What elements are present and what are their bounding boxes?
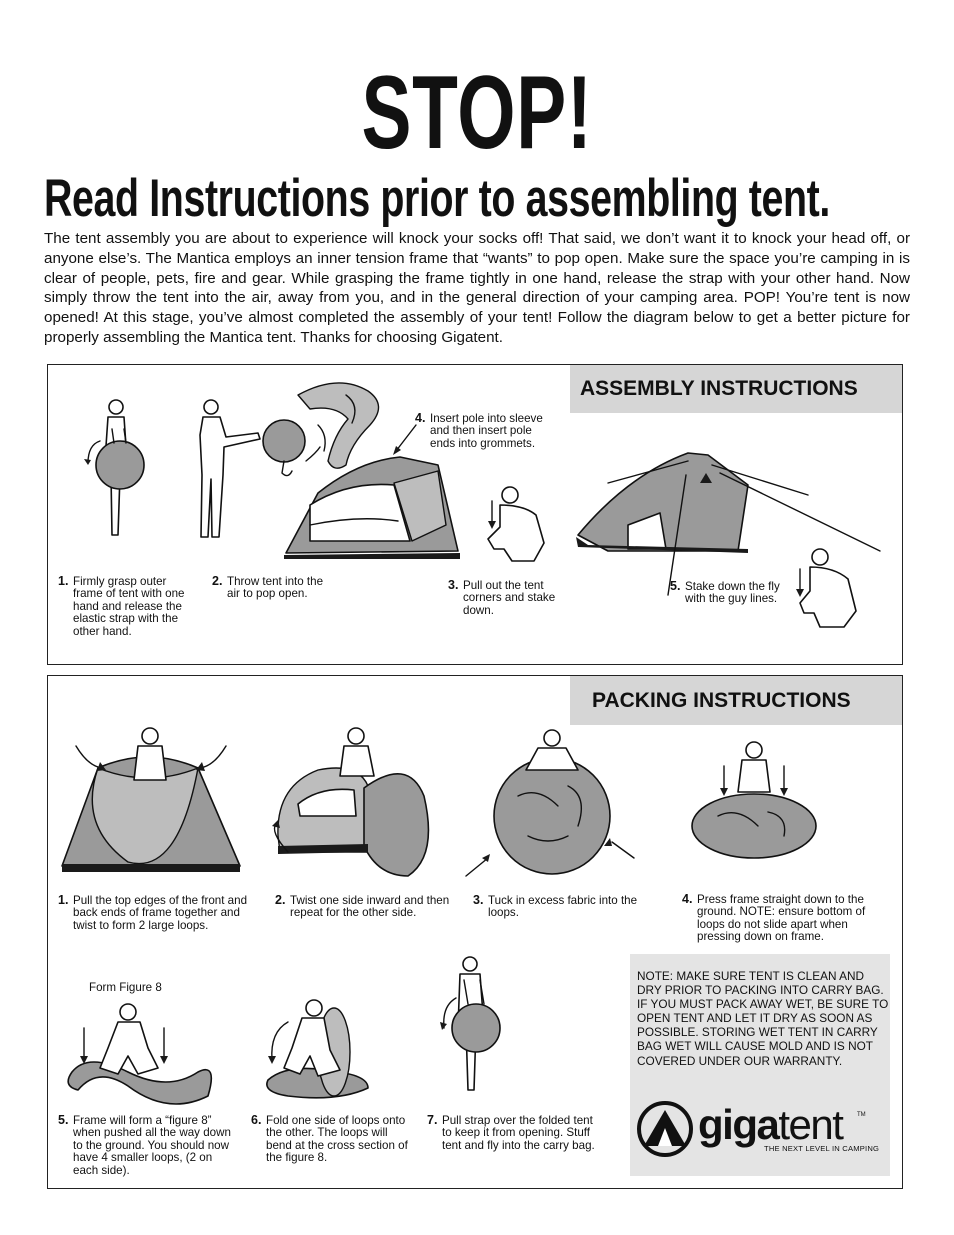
person-holding-tent-illustration	[84, 400, 144, 535]
arrow-icon	[396, 425, 416, 451]
fold-loops-illustration	[267, 1000, 368, 1098]
intro-paragraph: The tent assembly you are about to experience will knock your socks off! That said, we don’t want it to knock your head off, or anyone else’s. The Mantica employs an inner tension frame that “wants” to pop open. Make sure the space you’re camping in is clear of people, pets, fire and gear. While grasping the frame tightly in one hand, release the strap with your other hand. Now simply throw the tent into the air, away from you, and in the general direction of your camping area. POP! You’re tent is now opened! At this stage, you’ve almost completed the assembly of your tent! Follow the diagram below to get a better picture for properly assembling the Mantica tent. Thanks for choosing Gigatent.	[44, 230, 910, 346]
assembly-title: ASSEMBLY INSTRUCTIONS	[570, 365, 902, 413]
person-kneeling-staking-illustration	[488, 487, 544, 561]
strap-folded-tent-illustration	[440, 957, 500, 1090]
assembly-step-2: 2. Throw tent into the air to pop open.	[212, 574, 324, 601]
page-title: STOP!	[361, 55, 593, 171]
gigatent-logo	[636, 1100, 880, 1160]
assembly-step-3: 3. Pull out the tent corners and stake down.	[448, 578, 556, 617]
tent-loops-illustration	[62, 728, 240, 872]
assembly-panel	[47, 364, 903, 665]
packing-step-3: 3. Tuck in excess fabric into the loops.	[473, 893, 638, 920]
assembly-step-4: 4. Insert pole into sleeve and then insert pole ends into grommets.	[415, 411, 543, 450]
assembly-step-5: 5. Stake down the fly with the guy lines.	[670, 579, 780, 606]
tent-tuck-illustration	[466, 730, 634, 876]
page-subtitle: Read Instructions prior to assembling tent.	[44, 169, 830, 228]
figure-8-label: Form Figure 8	[89, 981, 162, 994]
packing-step-2: 2. Twist one side inward and then repeat for the other side.	[275, 893, 450, 920]
assembly-step-1: 1. Firmly grasp outer frame of tent with one hand and release the elastic strap with the other hand.	[58, 574, 185, 638]
person-staking-fly-illustration	[796, 549, 856, 627]
logo-trademark: TM	[857, 1112, 866, 1118]
tent-twist-illustration	[272, 728, 428, 876]
logo-wordmark: gigatent	[698, 1101, 843, 1148]
packing-step-6: 6. Fold one side of loops onto the other. The loops will bend at the cross section of the figure 8.	[251, 1113, 408, 1165]
warranty-note-text: NOTE: MAKE SURE TENT IS CLEAN AND DRY PRIOR TO PACKING INTO CARRY BAG. IF YOU MUST PACK AWAY WET, BE SURE TO OPEN TENT AND LET IT DRY AS SOON AS POSSIBLE. STORING WET TENT IN CARRY BAG WET WILL CAUSE MOLD AND IS NOT COVERED UNDER OUR WARRANTY.	[637, 969, 889, 1068]
tent-press-down-illustration	[692, 742, 816, 858]
logo-tagline: THE NEXT LEVEL IN CAMPING	[764, 1144, 880, 1153]
figure-8-illustration	[68, 1004, 211, 1104]
packing-step-4: 4. Press frame straight down to the ground. NOTE: ensure bottom of loops do not slide apart when pressing down on frame.	[682, 892, 866, 944]
packing-title: PACKING INSTRUCTIONS	[570, 676, 902, 725]
packing-step-1: 1. Pull the top edges of the front and back ends of frame together and twist to form 2 large loops.	[58, 893, 248, 932]
tent-opened-illustration	[284, 457, 460, 559]
packing-step-5: 5. Frame will form a “figure 8” when pushed all the way down to the ground. You should now have 4 smaller loops, (2 on each side).	[58, 1113, 231, 1177]
packing-step-7: 7. Pull strap over the folded tent to keep it from opening. Stuff tent and fly into the carry bag.	[427, 1113, 595, 1152]
tent-logo-icon	[636, 1100, 694, 1158]
